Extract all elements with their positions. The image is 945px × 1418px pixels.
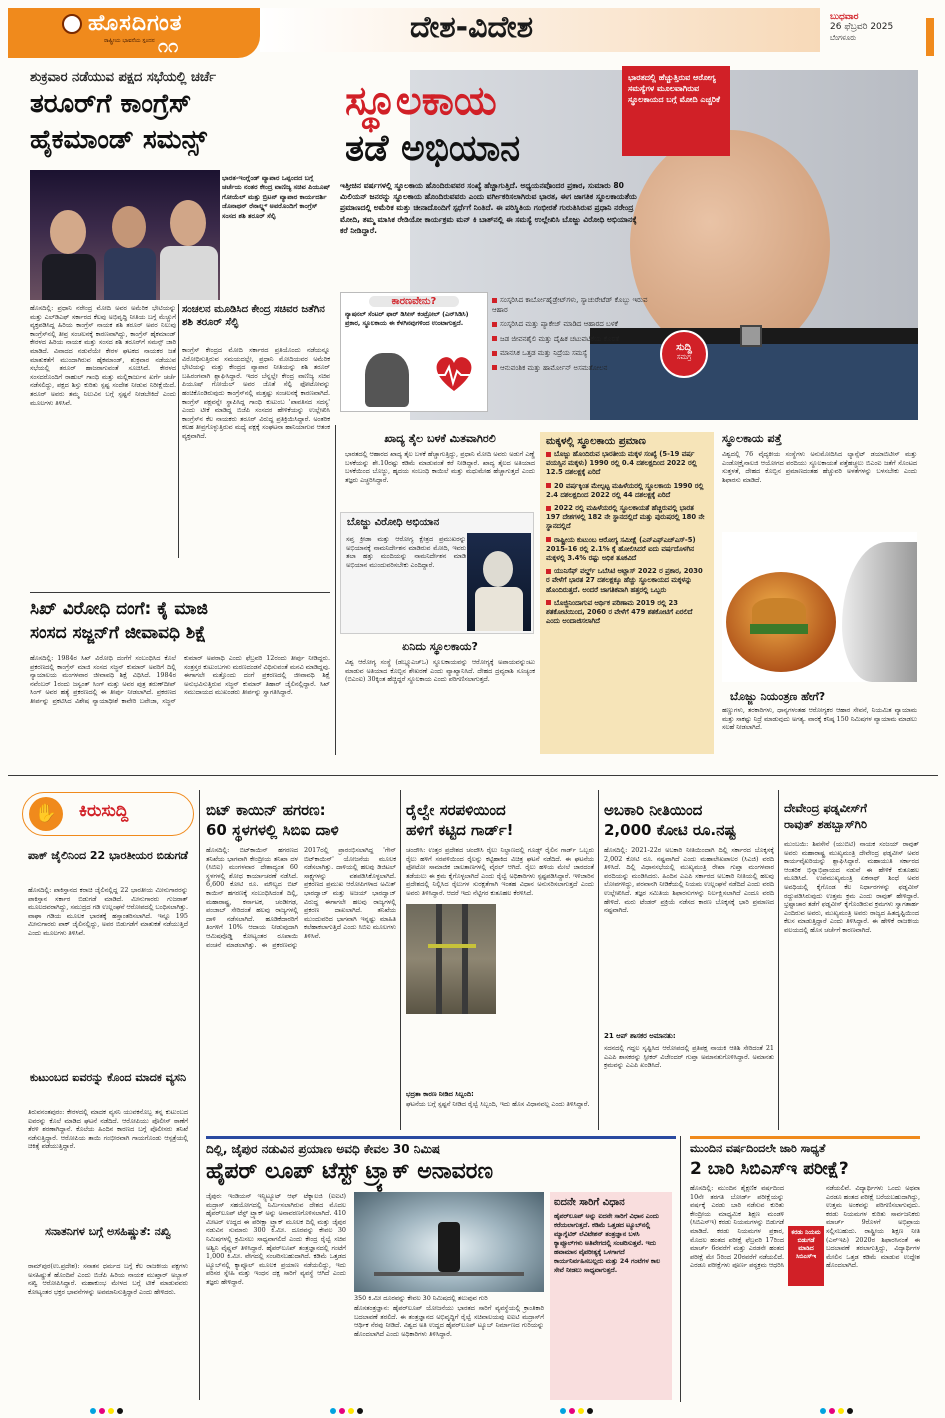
kiru-label: ಕಿರುಸುದ್ದಿ xyxy=(79,801,129,821)
hyperloop-photo xyxy=(354,1192,544,1292)
cause-item: ಜಡ ಜೀವನಶೈಲಿ ಮತ್ತು ದೈಹಿಕ ಚಟುವಟಿಕೆಯ ಕೊರತೆ xyxy=(492,335,657,345)
what-body: ವಿಶ್ವ ಆರೋಗ್ಯ ಸಂಸ್ಥೆ (ಡಬ್ಲ್ಯೂಎಚ್‌ಒ) ಸ್ಥೂಲಕಾಯವನ್ನು ಆರೋಗ್ಯಕ್ಕೆ ಅಪಾಯವನ್ನುಂಟು ಮಾಡುವ ಅತಿಯಾದ ಕೊಬ್ಬಿನ ಶೇಖರಣೆ ಎಂದು ವ್ಯಾಖ್ಯಾನಿಸಿದೆ. ದೇಹದ ದ್ರವ್ಯರಾಶಿ ಸೂಚ್ಯಂಕ (ಬಿಎಂಐ) 30ಕ್ಕಿಂತ ಹೆಚ್ಚಿದ್ದರೆ ಸ್ಥೂಲಕಾಯ ಎಂದು ಪರಿಗಣಿಸಲಾಗುತ್ತದೆ. xyxy=(345,658,535,684)
cause-item: ಸಂಸ್ಕರಿಸಿದ ಕಾರ್ಬೋಹೈಡ್ರೇಟ್‌ಗಳು, ಸ್ಯಾಚುರೇಟೆಡ್ ಕೊಬ್ಬು ಇರುವ ಆಹಾರ xyxy=(492,296,648,314)
tharoor-photo xyxy=(30,170,220,300)
railway-subbody: ಘಟನೆಯ ಬಗ್ಗೆ ಸ್ಪಷ್ಟನೆ ನೀಡಿದ ರೈಲ್ವೆ ಸಿಬ್ಬಂದಿ, ಇದು ಹೊಸ ವಿಧಾನವಲ್ಲ ಎಂದು ತಿಳಿಸಿದ್ದಾರೆ. xyxy=(406,1100,590,1108)
tharoor-headline-2: ಹೈಕಮಾಂಡ್ ಸಮನ್ಸ್ xyxy=(30,125,207,155)
tharoor-headline-1: ತರೂರ್‌ಗೆ ಕಾಂಗ್ರೆಸ್ xyxy=(30,89,192,119)
tharoor-body-left: ಹೊಸದಿಲ್ಲಿ: ಪ್ರಧಾನಿ ನರೇಂದ್ರ ಮೋದಿ ಅವರ ಅಮೆರಿಕ ಭೇಟಿಯನ್ನು ಮತ್ತು ಎಲ್‌ಡಿಎಫ್ ಸರ್ಕಾರದ ಕೆಲವು ಅಭಿವೃದ್ಧಿ ನೀತಿಯ ಬಗ್ಗೆ ಮೆಚ್ಚುಗೆ ವ್ಯಕ್ತಪಡಿಸಿದ್ದ ಹಿರಿಯ ಕಾಂಗ್ರೆಸ್ ನಾಯಕ ಶಶಿ ತರೂರ್ ಅವರ ನಿಲುವು ಕಾಂಗ್ರೆಸ್‌ನಲ್ಲಿ ತೀವ್ರ ಸಂಚಲನಕ್ಕೆ ಕಾರಣವಾಗಿದ್ದು, ಕಾಂಗ್ರೆಸ್ ಹೈಕಮಾಂಡ್ ಕೇರಳದ ಹಿರಿಯ ನಾಯಕ ಮತ್ತು ಸಂಸದ ಶಶಿ ತರೂರ್‌ಗೆ ಸಮನ್ಸ್ ಜಾರಿ ಮಾಡಿದೆ. ವಿವಾದದ ನಡುವೆಯೇ ಕೇರಳ ಘಟಕದ ನಾಯಕರ ಜತೆ ಮಾತುಕತೆಗೆ ಮುಂದಾಗಿರುವ ಹೈಕಮಾಂಡ್, ಶುಕ್ರವಾರ ನಡೆಯುವ ಸಭೆಯಲ್ಲಿ ತರೂರ್ ಹಾಜರಾಗುವಂತೆ ಸೂಚಿಸಿದೆ. ಕೇರಳದ ಸಂಸದರೊಂದಿಗೆ ರಾಹುಲ್ ಗಾಂಧಿ ಮತ್ತು ಮಲ್ಲಿಕಾರ್ಜುನ ಖರ್ಗೆ ಚರ್ಚೆ ನಡೆಸಲಿದ್ದು, ಪಕ್ಷದ ಶಿಸ್ತು ಕುರಿತು ಸ್ಪಷ್ಟ ಸಂದೇಶ ನೀಡುವ ನಿರೀಕ್ಷೆಯಿದೆ. ತರೂರ್ ಅವರು ತಮ್ಮ ನಿಲುವಿನ ಬಗ್ಗೆ ಸ್ಪಷ್ಟನೆ ನೀಡಬೇಕಿದೆ ಎಂದು ಮೂಲಗಳು ತಿಳಿಸಿವೆ. xyxy=(30,304,176,407)
kiru-item-body: ತಿರುವನಂತಪುರಂ: ಕೇರಳದಲ್ಲಿ ಮಾದಕ ವ್ಯಸನಿ ಯುವಕನೊಬ್ಬ ತನ್ನ ಕುಟುಂಬದ ಐವರನ್ನು ಕೊಲೆ ಮಾಡಿದ ಘಟನೆ ನಡೆದಿದೆ. ಆರೋಪಿಯು ಪೊಲೀಸ್ ಠಾಣೆಗೆ ತೆರಳಿ ಶರಣಾಗಿದ್ದಾನೆ. ಕೊಲೆಯ ಹಿಂದಿನ ಕಾರಣದ ಬಗ್ಗೆ ಪೊಲೀಸರು ತನಿಖೆ ನಡೆಸುತ್ತಿದ್ದಾರೆ. ಆರೋಪಿಯ ತಾಯಿ ಗಂಭೀರವಾಗಿ ಗಾಯಗೊಂಡು ಆಸ್ಪತ್ರೆಯಲ್ಲಿ ಚಿಕಿತ್ಸೆ ಪಡೆಯುತ್ತಿದ್ದಾರೆ. xyxy=(28,1108,188,1151)
hyperloop-box-title: ಐದನೇ ಸಾರಿಗೆ ವಿಧಾನ xyxy=(554,1197,625,1208)
cause-item: ಮಾನಸಿಕ ಒತ್ತಡ ಮತ್ತು ನಿದ್ರೆಯ ಸಮಸ್ಯೆ xyxy=(492,349,657,359)
causes-list xyxy=(492,296,657,373)
logo-emblem-icon xyxy=(62,14,82,34)
kiru-item-title: ಸನಾತನಿಗಳ ಬಗ್ಗೆ ಅಸಹಿಷ್ಣುತೆ: ನಖ್ವಿ xyxy=(45,1225,171,1238)
section-banner xyxy=(260,8,820,52)
cause-item: ಸಂಸ್ಕರಿಸಿದ ಮತ್ತು ಪ್ಯಾಕೇಜ್ ಮಾಡಿದ ಆಹಾರದ ಬಳಕೆ xyxy=(492,320,657,330)
sikh-body: ಹೊಸದಿಲ್ಲಿ: 1984ರ ಸಿಖ್ ವಿರೋಧಿ ದಂಗೆಗೆ ಸಂಬಂಧಿಸಿದ ಕೊಲೆ ಪ್ರಕರಣದಲ್ಲಿ ಕಾಂಗ್ರೆಸ್ ಮಾಜಿ ಸಂಸದ ಸಜ್ಜನ್ ಕುಮಾರ್ ಅವರಿಗೆ ದಿಲ್ಲಿ ನ್ಯಾಯಾಲಯ ಮಂಗಳವಾರ ಜೀವಾವಧಿ ಶಿಕ್ಷೆ ವಿಧಿಸಿದೆ. 1984ರ ನವೆಂಬರ್ 1ರಂದು ಜಸ್ವಂತ್ ಸಿಂಗ್ ಮತ್ತು ಅವರ ಪುತ್ರ ತರುಣ್‌ದೀಪ್ ಸಿಂಗ್ ಅವರ ಹತ್ಯೆ ಪ್ರಕರಣದಲ್ಲಿ ಈ ತೀರ್ಪು ನೀಡಲಾಗಿದೆ. ಪ್ರಕರಣದ ತೀರ್ಪನ್ನು ಪ್ರಕಟಿಸಿದ ವಿಶೇಷ ನ್ಯಾಯಾಧೀಶೆ ಕಾವೇರಿ ಬವೇಜಾ, ಸಜ್ಜನ್ ಕುಮಾರ್ ಅಪರಾಧಿ ಎಂದು ಫೆಬ್ರವರಿ 12ರಂದು ತೀರ್ಪು ನೀಡಿದ್ದರು. ಸಂತ್ರಸ್ತರ ಕುಟುಂಬಗಳು ಮರಣದಂಡನೆ ವಿಧಿಸುವಂತೆ ಮನವಿ ಮಾಡಿದ್ದವು. ಈಗಾಗಲೇ ಮತ್ತೊಂದು ದಂಗೆ ಪ್ರಕರಣದಲ್ಲಿ ಜೀವಾವಧಿ ಶಿಕ್ಷೆ ಅನುಭವಿಸುತ್ತಿರುವ ಸಜ್ಜನ್ ಕುಮಾರ್ ತಿಹಾರ್ ಜೈಲಿನಲ್ಲಿದ್ದಾರೆ. ಸಿಖ್ ಸಮುದಾಯದ ಮುಖಂಡರು ತೀರ್ಪನ್ನು ಸ್ವಾಗತಿಸಿದ್ದಾರೆ. xyxy=(30,654,330,705)
kiru-item-body: ರಾಮ್‌ಪುರ(ಉ.ಪ್ರದೇಶ): ಸನಾತನ ಧರ್ಮದ ಬಗ್ಗೆ ಕೆಲ ರಾಜಕೀಯ ಪಕ್ಷಗಳು ಅಸಹಿಷ್ಣುತೆ ಹೊಂದಿವೆ ಎಂದು ಬಿಜೆಪಿ ಹಿರಿಯ ನಾಯಕ ಮುಖ್ತಾರ್ ಅಬ್ಬಾಸ್ ನಖ್ವಿ ಆರೋಪಿಸಿದ್ದಾರೆ. ಮಹಾಕುಂಭ ಮೇಳದ ಬಗ್ಗೆ ಟೀಕೆ ಮಾಡುವವರು ಕೋಟ್ಯಂತರ ಭಕ್ತರ ಭಾವನೆಗಳನ್ನು ಅವಮಾನಿಸುತ್ತಿದ್ದಾರೆ ಎಂದು ಹೇಳಿದರು. xyxy=(28,1262,188,1296)
bitcoin-headline-1: ಬಿಟ್ ಕಾಯಿನ್ ಹಗರಣ: xyxy=(206,801,326,819)
date-label: 26 ಫೆಬ್ರವರಿ 2025 xyxy=(830,22,894,32)
hyperloop-body-left: ಜೈಪುರ: ಇಂಡಿಯನ್ ಇನ್ಸ್ಟಿಟ್ಯೂಟ್ ಆಫ್ ಟೆಕ್ನಾಲಜಿ (ಐಐಟಿ) ಮದ್ರಾಸ್ ಸಹಯೋಗದಲ್ಲಿ ನಿರ್ಮಿಸಲಾಗಿರುವ ದೇಶದ ಮೊದಲ ಹೈಪರ್‌ಲೂಪ್ ಟೆಸ್ಟ್ ಟ್ರ್ಯಾಕ್ ಅನ್ನು ಅನಾವರಣಗೊಳಿಸಲಾಗಿದೆ. 410 ಮೀಟರ್ ಉದ್ದದ ಈ ಪರೀಕ್ಷಾ ಟ್ರ್ಯಾಕ್ ಮೂಲಕ ದಿಲ್ಲಿ ಮತ್ತು ಜೈಪುರ ನಡುವಿನ ಸುಮಾರು 300 ಕಿ.ಮೀ. ದೂರವನ್ನು ಕೇವಲ 30 ನಿಮಿಷಗಳಲ್ಲಿ ಕ್ರಮಿಸಲು ಸಾಧ್ಯವಾಗಲಿದೆ ಎಂದು ಕೇಂದ್ರ ರೈಲ್ವೆ ಸಚಿವ ಅಶ್ವಿನಿ ವೈಷ್ಣವ್ ತಿಳಿಸಿದ್ದಾರೆ. ಹೈಪರ್‌ಲೂಪ್ ತಂತ್ರಜ್ಞಾನದಲ್ಲಿ ಗಂಟೆಗೆ 1,000 ಕಿ.ಮೀ. ವೇಗದಲ್ಲಿ ಸಂಚರಿಸಬಹುದಾಗಿದೆ. ಕಡಿಮೆ ಒತ್ತಡದ ಟ್ಯೂಬ್‌ನಲ್ಲಿ ಕ್ಯಾಪ್ಸೂಲ್ ಮೂಲಕ ಪ್ರಯಾಣ ನಡೆಯಲಿದ್ದು, ಇದು ಪರಿಸರ ಸ್ನೇಹಿ ಮತ್ತು ಇಂಧನ ದಕ್ಷ ಸಾರಿಗೆ ವ್ಯವಸ್ಥೆ ಆಗಿದೆ ಎಂದು ತಜ್ಞರು ಹೇಳಿದ್ದಾರೆ. xyxy=(206,1192,346,1286)
child-stat-item: ಯುನಿಸೆಫ್ ವರ್ಲ್ಡ್ ಒಬೆಸಿಟಿ ಅಟ್ಲಾಸ್ 2022 ರ ಪ್ರಕಾರ, 2030 ರ ವೇಳೆಗೆ ಭಾರತ 27 ದಶಲಕ್ಷಕ್ಕೂ ಹೆಚ್ಚು ಸ್ಥೂಲಕಾಯದ ಮಕ್ಕಳನ್ನು ಹೊಂದಿರುತ್ತದೆ. ಅಂದರೆ ಜಾಗತಿಕವಾಗಿ ಹತ್ತರಲ್ಲಿ ಒಬ್ಬರು xyxy=(546,567,703,594)
masthead-date-block xyxy=(830,12,938,54)
hyperloop-body-mid: ಹೊಸತಂತ್ರಜ್ಞಾನ: ಹೈಪರ್‌ಲೂಪ್ ಯೋಜನೆಯು ಭಾರತದ ಸಾರಿಗೆ ವ್ಯವಸ್ಥೆಯಲ್ಲಿ ಕ್ರಾಂತಿಕಾರಿ ಬದಲಾವಣೆ ತರಲಿದೆ. ಈ ತಂತ್ರಜ್ಞಾನದ ಅಭಿವೃದ್ಧಿಗೆ ರೈಲ್ವೆ ಸಚಿವಾಲಯವು ಐಐಟಿ ಮದ್ರಾಸ್‌ಗೆ ಆರ್ಥಿಕ ನೆರವು ನೀಡಿದೆ. ವಿಶ್ವದ ಅತಿ ಉದ್ದದ ಹೈಪರ್‌ಲೂಪ್ ಟ್ಯೂಬ್ ನಿರ್ಮಾಣದ ಗುರಿಯನ್ನು ಹೊಂದಲಾಗಿದೆ ಎಂದು ಅಧಿಕಾರಿಗಳು ತಿಳಿಸಿದ್ದಾರೆ. xyxy=(354,1304,544,1338)
tharoor-body-right: ಕಾಂಗ್ರೆಸ್ ಕೇಂದ್ರದ ಮೋದಿ ಸರ್ಕಾರದ ಪ್ರತಿಯೊಂದು ನಡೆಯನ್ನೂ ವಿರೋಧಿಸುತ್ತಿರುವ ಸಮಯದಲ್ಲೇ, ಪ್ರಧಾನಿ ಮೋದಿಯವರ ಅಮೆರಿಕ ಭೇಟಿಯನ್ನು ಮತ್ತು ಕೇಂದ್ರದ ವ್ಯಾಪಾರ ನೀತಿಯನ್ನು ಶಶಿ ತರೂರ್ ಬಹಿರಂಗವಾಗಿ ಶ್ಲಾಘಿಸಿದ್ದಾರೆ. ಇದರ ಬೆನ್ನಲ್ಲೇ ಕೇಂದ್ರ ವಾಣಿಜ್ಯ ಸಚಿವ ಪಿಯೂಷ್ ಗೋಯೆಲ್ ಅವರ ಜೊತೆ ಸೆಲ್ಫಿ ಫೋಟೋವನ್ನು ಹಂಚಿಕೊಂಡಿರುವುದು ಕಾಂಗ್ರೆಸ್‌ನಲ್ಲಿ ಮತ್ತಷ್ಟು ಸಂಚಲನಕ್ಕೆ ಕಾರಣವಾಗಿದೆ. ಕಾಂಗ್ರೆಸ್ ಪಕ್ಷವನ್ನೇ ಸ್ಥಾಪಿಸಿದ್ದ ಗಾಂಧಿ ಕುಟುಂಬ 'ಪಾವತಿಸದ ಸದಸ್ಯ' ಎಂದು ಟೀಕೆ ಮಾಡಿದ್ದ ಬಿಜೆಪಿ ಸಂಸದರ ಹೇಳಿಕೆಯನ್ನು ಉಲ್ಲೇಖಿಸಿ ಕಾಂಗ್ರೆಸ್‌ನ ಕೆಲ ನಾಯಕರು ತರೂರ್ ವಿರುದ್ಧ ಪ್ರತಿಕ್ರಿಯಿಸಿದ್ದಾರೆ. ಅಂತರಿಕ ಕಲಹ ತೀವ್ರಗೊಳ್ಳುತ್ತಿರುವ ಮಧ್ಯೆ ಪಕ್ಷಕ್ಕೆ ಸಂಘಟನಾ ಹಾನಿಯಾಗುವ ಆತಂಕ ವ್ಯಕ್ತವಾಗಿದೆ. xyxy=(182,346,330,440)
paper-tagline: ರಾಷ್ಟ್ರೀಯ ಭಾವನೆಯ ಸ್ಪಂದನ xyxy=(104,38,155,44)
day-label: ಬುಧವಾರ xyxy=(830,12,859,22)
hyperloop-bar xyxy=(206,1136,676,1139)
modi-photo xyxy=(467,533,531,631)
page-number: ೧೧ xyxy=(158,36,179,57)
child-stat-item: 20 ವರ್ಷಕ್ಕಿಂತ ಮೇಲ್ಪಟ್ಟ ಮಹಿಳೆಯರಲ್ಲಿ ಸ್ಥೂಲಕಾಯ 1990 ರಲ್ಲಿ 2.4 ದಶಲಕ್ಷದಿಂದ 2022 ರಲ್ಲಿ 44 ದಶಲಕ್ಷಕ್ಕೆ ಏರಿದೆ xyxy=(546,481,704,499)
kiru-item-body: ಹೊಸದಿಲ್ಲಿ: ಪಾಕಿಸ್ತಾನದ ಕರಾಚಿ ಜೈಲಿನಲ್ಲಿದ್ದ 22 ಭಾರತೀಯ ಮೀನುಗಾರರನ್ನು ಪಾಕಿಸ್ತಾನ ಸರ್ಕಾರ ಬಿಡುಗಡೆ ಮಾಡಿದೆ. ಮೀನುಗಾರರು ಗುಜರಾತ್ ಮೂಲದವರಾಗಿದ್ದು, ಸಮುದ್ರದ ಗಡಿ ಉಲ್ಲಂಘನೆ ಆರೋಪದಲ್ಲಿ ಬಂಧಿಸಲಾಗಿತ್ತು. ವಾಘಾ ಗಡಿಯ ಮೂಲಕ ಭಾರತಕ್ಕೆ ಹಸ್ತಾಂತರಿಸಲಾಗಿದೆ. ಇನ್ನೂ 195 ಮೀನುಗಾರರು ಪಾಕ್ ಜೈಲಿನಲ್ಲಿದ್ದು, ಅವರ ಬಿಡುಗಡೆಗೆ ಮಾತುಕತೆ ನಡೆಯುತ್ತಿದೆ ಎಂದು ಮೂಲಗಳು ತಿಳಿಸಿವೆ. xyxy=(28,886,188,937)
obesity-red-box-text: ಭಾರತದಲ್ಲಿ ಹೆಚ್ಚುತ್ತಿರುವ ಆರೋಗ್ಯ ಸಮಸ್ಯೆಗಳ ಮೂಲವಾಗಿರುವ ಸ್ಥೂಲಕಾಯದ ಬಗ್ಗೆ ಮೋದಿ ಎಚ್ಚರಿಕೆ xyxy=(628,73,720,104)
fadnavis-headline-1: ದೇವೇಂದ್ರ ಫಡ್ನವೀಸ್‌ಗೆ xyxy=(784,801,867,815)
liquor-body: ಹೊಸದಿಲ್ಲಿ: 2021-22ರ ಅಬಕಾರಿ ನೀತಿಯಿಂದಾಗಿ ದಿಲ್ಲಿ ಸರ್ಕಾರದ ಬೊಕ್ಕಸಕ್ಕೆ 2,002 ಕೋಟಿ ರೂ. ನಷ್ಟವಾಗಿದೆ ಎಂದು ಮಹಾಲೇಖಪಾಲರ (ಸಿಎಜಿ) ವರದಿ ತಿಳಿಸಿದೆ. ದಿಲ್ಲಿ ವಿಧಾನಸಭೆಯಲ್ಲಿ ಮುಖ್ಯಮಂತ್ರಿ ರೇಖಾ ಗುಪ್ತಾ ಮಂಗಳವಾರ ವರದಿಯನ್ನು ಮಂಡಿಸಿದರು. ಹಿಂದಿನ ಎಎಪಿ ಸರ್ಕಾರದ ಅಬಕಾರಿ ನೀತಿಯಲ್ಲಿ ಹಲವು ಲೋಪಗಳಿದ್ದು, ಪರವಾನಗಿ ನೀಡಿಕೆಯಲ್ಲಿ ನಿಯಮ ಉಲ್ಲಂಘನೆ ನಡೆದಿದೆ ಎಂದು ವರದಿ ಉಲ್ಲೇಖಿಸಿದೆ. ತಜ್ಞರ ಸಮಿತಿಯ ಶಿಫಾರಸುಗಳನ್ನು ನಿರ್ಲಕ್ಷಿಸಲಾಗಿದೆ ಎಂದೂ ವರದಿ ಹೇಳಿದೆ. ಮರು ಟೆಂಡರ್ ಪ್ರಕ್ರಿಯೆ ನಡೆಸದ ಕಾರಣ ಬೊಕ್ಕಸಕ್ಕೆ ಭಾರಿ ಪ್ರಮಾಣದ ನಷ್ಟವಾಗಿದೆ. xyxy=(604,846,774,915)
liquor-subbody: ಸದನದಲ್ಲಿ ಗದ್ದಲ ಸೃಷ್ಟಿಸಿದ ಆರೋಪದಲ್ಲಿ ಪ್ರತಿಪಕ್ಷ ನಾಯಕಿ ಆತಿಶಿ ಸೇರಿದಂತೆ 21 ಎಎಪಿ ಶಾಸಕರನ್ನು ಸ್ಪೀಕರ್ ವಿಜೇಂದರ್ ಗುಪ್ತಾ ಅಮಾನತುಗೊಳಿಸಿದ್ದಾರೆ. ಅಮಾನತು ಕ್ರಮವನ್ನು ಎಎಪಿ ಖಂಡಿಸಿದೆ. xyxy=(604,1044,774,1070)
obesity-headline-1: ಸ್ಥೂಲಕಾಯ xyxy=(345,78,497,124)
hyperloop-side-box xyxy=(550,1192,672,1400)
child-stat-item: ಬೊಜ್ಜಿನಿಂದಾಗುವ ಆರ್ಥಿಕ ಪರಿಣಾಮ 2019 ರಲ್ಲಿ 23 ಶತಕೋಟಿಯಿಂದ, 2060 ರ ವೇಳೆಗೆ 479 ಶತಕೋಟಿಗೆ ಏರಲಿದೆ ಎಂದು ಅಂದಾಜಿಸಲಾಗಿದೆ xyxy=(546,598,693,626)
hyperloop-box-body: ಹೈಪರ್‌ಲೂಪ್ ಅನ್ನು ಐದನೇ ಸಾರಿಗೆ ವಿಧಾನ ಎಂದು ಕರೆಯಲಾಗುತ್ತದೆ. ಕಡಿಮೆ ಒತ್ತಡದ ಟ್ಯೂಬ್‌ನಲ್ಲಿ ಮ್ಯಾಗ್ನೆಟಿಕ್ ಲೆವಿಟೇಶನ್ ತಂತ್ರಜ್ಞಾನ ಬಳಸಿ ಕ್ಯಾಪ್ಸೂಲ್‌ಗಳು ಅತಿವೇಗದಲ್ಲಿ ಸಂಚರಿಸುತ್ತವೆ. ಇದು ಹವಾಮಾನ ವೈಪರೀತ್ಯಕ್ಕೆ ಒಳಗಾಗದೆ ಕಾರ್ಯನಿರ್ವಹಿಸಬಲ್ಲದು ಮತ್ತು 24 ಗಂಟೆಗಳ ಕಾಲ ಸೇವೆ ನೀಡಲು ಸಾಧ್ಯವಾಗುತ್ತದೆ. xyxy=(554,1212,661,1274)
kiru-item-title: ಪಾಕ್ ಜೈಲಿನಿಂದ 22 ಭಾರತೀಯರ ಬಿಡುಗಡೆ xyxy=(28,849,188,862)
registration-marks xyxy=(330,1408,363,1414)
child-stats-title: ಮಕ್ಕಳಲ್ಲಿ ಸ್ಥೂಲಕಾಯ ಪ್ರಮಾಣ xyxy=(546,436,646,447)
what-title: ಏನಿದು ಸ್ಥೂಲಕಾಯ? xyxy=(402,640,478,653)
campaign-box xyxy=(340,512,534,634)
hyperloop-photo-caption: 350 ಕಿ.ಮೀ ದೂರವನ್ನು ಕೇವಲ 30 ನಿಮಿಷದಲ್ಲಿ ತಲುಪುವ ಗುರಿ xyxy=(354,1294,488,1302)
railway-headline-2: ಹಳಿಗೆ ಕಟ್ಟಿದ ಗಾರ್ಡ್! xyxy=(406,821,514,839)
registration-marks xyxy=(560,1408,593,1414)
cbse-headline: 2 ಬಾರಿ ಸಿಬಿಎಸ್‌ಇ ಪರೀಕ್ಷೆ? xyxy=(690,1159,849,1179)
masthead-edge-bar xyxy=(926,18,934,56)
detect-title: ಸ್ಥೂಲಕಾಯ ಪತ್ತೆ xyxy=(722,432,782,445)
cbse-bar xyxy=(690,1136,920,1139)
child-stat-item: 2022 ರಲ್ಲಿ ಮಹಿಳೆಯರಲ್ಲಿ ಸ್ಥೂಲಕಾಯತೆ ಹೆಚ್ಚಿರುವಲ್ಲಿ ಭಾರತ 197 ದೇಶಗಳಲ್ಲಿ 182 ನೇ ಸ್ಥಾನದಲ್ಲಿದೆ ಮತ್ತು ಪುರುಷರಲ್ಲಿ 180 ನೇ ಸ್ಥಾನದಲ್ಲಿದೆ xyxy=(546,504,705,531)
masthead-logo-block xyxy=(8,8,260,58)
liquor-headline-2: 2,000 ಕೋಟಿ ರೂ.ನಷ್ಟ xyxy=(604,821,736,839)
fat-body: ಭಾರತದಲ್ಲಿ ಆಹಾರದ ಖಾದ್ಯ ತೈಲ ಬಳಕೆ ಹೆಚ್ಚಾಗುತ್ತಿದ್ದು, ಪ್ರಧಾನಿ ಮೋದಿ ಅವರು ಅಡುಗೆ ಎಣ್ಣೆ ಬಳಕೆಯನ್ನು ಶೇ.10ರಷ್ಟು ಕಡಿಮೆ ಮಾಡುವಂತೆ ಕರೆ ನೀಡಿದ್ದಾರೆ. ಖಾದ್ಯ ತೈಲದ ಅತಿಯಾದ ಬಳಕೆಯಿಂದ ಬೊಜ್ಜು, ಹೃದಯ ಸಂಬಂಧಿ ಕಾಯಿಲೆ ಮತ್ತು ಮಧುಮೇಹ ಹೆಚ್ಚಾಗುತ್ತದೆ ಎಂದು ತಜ್ಞರು ಎಚ್ಚರಿಸಿದ್ದಾರೆ. xyxy=(345,450,535,484)
hand-icon: ✋ xyxy=(29,797,63,831)
cbse-body: ಹೊಸದಿಲ್ಲಿ: ಮುಂದಿನ ಶೈಕ್ಷಣಿಕ ವರ್ಷದಿಂದ 10ನೇ ತರಗತಿ ಬೋರ್ಡ್ ಪರೀಕ್ಷೆಯನ್ನು ವರ್ಷಕ್ಕೆ ಎರಡು ಬಾರಿ ನಡೆಸುವ ಕುರಿತು ಕೇಂದ್ರೀಯ ಮಾಧ್ಯಮಿಕ ಶಿಕ್ಷಣ ಮಂಡಳಿ (ಸಿಬಿಎಸ್‌ಇ) ಕರಡು ನಿಯಮಗಳನ್ನು ಬಿಡುಗಡೆ ಮಾಡಿದೆ. ಕರಡು ನಿಯಮಗಳ ಪ್ರಕಾರ, ಮೊದಲ ಹಂತದ ಪರೀಕ್ಷೆ ಫೆಬ್ರವರಿ 17ರಿಂದ ಮಾರ್ಚ್ 6ರವರೆಗೆ ಮತ್ತು ಎರಡನೇ ಹಂತದ ಪರೀಕ್ಷೆ ಮೇ 5ರಿಂದ 20ರವರೆಗೆ ನಡೆಯಲಿದೆ. ಎರಡೂ ಪರೀಕ್ಷೆಗಳು ಪೂರ್ಣ ಪಠ್ಯಕ್ರಮ ಆಧರಿಸಿ ನಡೆಯಲಿವೆ. ವಿದ್ಯಾರ್ಥಿಗಳು ಒಂದು ಅಥವಾ ಎರಡೂ ಹಂತದ ಪರೀಕ್ಷೆ ಬರೆಯಬಹುದಾಗಿದ್ದು, ಉತ್ತಮ ಅಂಕವನ್ನು ಪರಿಗಣಿಸಲಾಗುವುದು. ಕರಡು ನಿಯಮಗಳ ಕುರಿತು ಸಾರ್ವಜನಿಕರು ಮಾರ್ಚ್ 9ರೊಳಗೆ ಅಭಿಪ್ರಾಯ ಸಲ್ಲಿಸಬಹುದು. ರಾಷ್ಟ್ರೀಯ ಶಿಕ್ಷಣ ನೀತಿ (ಎನ್‌ಇಪಿ) 2020ರ ಶಿಫಾರಸಿನಂತೆ ಈ ಬದಲಾವಣೆ ತರಲಾಗುತ್ತಿದ್ದು, ವಿದ್ಯಾರ್ಥಿಗಳ ಮೇಲಿನ ಒತ್ತಡ ಕಡಿಮೆ ಮಾಡುವ ಉದ್ದೇಶ ಹೊಂದಲಾಗಿದೆ. xyxy=(690,1184,920,1270)
railway-subhead: ಭದ್ರತಾ ಕಾರಣ ನೀಡಿದ ಸಿಬ್ಬಂದಿ: xyxy=(406,1090,474,1098)
body-silhouette-icon xyxy=(365,353,409,407)
city-label: ಬೆಂಗಳೂರು xyxy=(830,34,857,42)
control-title: ಬೊಜ್ಜು ನಿಯಂತ್ರಣ ಹೇಗೆ? xyxy=(730,690,826,703)
hyperloop-kicker: ದಿಲ್ಲಿ, ಜೈಪುರ ನಡುವಿನ ಪ್ರಯಾಣ ಅವಧಿ ಕೇವಲ 30 ನಿಮಿಷ xyxy=(206,1142,441,1156)
kiru-item-title: ಕುಟುಂಬದ ಐವರನ್ನು ಕೊಂದ ಮಾದಕ ವ್ಯಸನಿ xyxy=(29,1071,187,1084)
detect-body: ವಿಶ್ವದಲ್ಲಿ 76 ವೈದ್ಯಕೀಯ ಸಂಸ್ಥೆಗಳು ಅನುಮೋದಿಸಿದ ಲ್ಯಾನ್ಸೆಟ್ ಡಯಾಬಿಟೀಸ್ ಮತ್ತು ಎಂಡೋಕ್ರೈನಾಲಜಿ ಆಯೋಗದ ವರದಿಯು ಸ್ಥೂಲಕಾಯತೆ ಪತ್ತೆಹಚ್ಚಲು ಬಿಎಂಐ ಜತೆಗೆ ಸೊಂಟದ ಸುತ್ತಳತೆ, ದೇಹದ ಕೊಬ್ಬಿನ ಪ್ರಮಾಣದಂತಹ ಹೆಚ್ಚುವರಿ ಅಳತೆಗಳನ್ನು ಬಳಸಬೇಕು ಎಂದು ಶಿಫಾರಸು ಮಾಡಿದೆ. xyxy=(722,450,917,484)
liquor-subhead: 21 ಆಪ್ ಶಾಸಕರ ಅಮಾನತು: xyxy=(604,1032,676,1040)
campaign-body: ಸಪ್ತ ಕ್ರೀಡಾ ಮತ್ತು ಆರೋಗ್ಯ ಕ್ಷೇತ್ರದ ಪ್ರಮುಖರನ್ನು ಅಭಿಯಾನಕ್ಕೆ ನಾಮನಿರ್ದೇಶನ ಮಾಡಿರುವ ಮೋದಿ, ಇವರು ತಲಾ ಹತ್ತು ಮಂದಿಯನ್ನು ನಾಮನಿರ್ದೇಶನ ಮಾಡಿ ಅಭಿಯಾನ ಮುಂದುವರಿಸಬೇಕು ಎಂದಿದ್ದಾರೆ. xyxy=(346,535,466,569)
sikh-headline-2: ಸಂಸದ ಸಜ್ಜನ್‌ಗೆ ಜೀವಾವಧಿ ಶಿಕ್ಷೆ xyxy=(30,623,207,643)
fadnavis-body: ಮುಂಬಯಿ: ಶಿವಸೇನೆ (ಯುಬಿಟಿ) ನಾಯಕ ಸಂಜಯ್ ರಾವುತ್ ಅವರು ಮಹಾರಾಷ್ಟ್ರ ಮುಖ್ಯಮಂತ್ರಿ ದೇವೇಂದ್ರ ಫಡ್ನವೀಸ್ ಅವರ ಕಾರ್ಯವೈಖರಿಯನ್ನು ಶ್ಲಾಘಿಸಿದ್ದಾರೆ. ಮಹಾಯುತಿ ಸರ್ಕಾರದ ಆಂತರಿಕ ಭಿನ್ನಾಭಿಪ್ರಾಯದ ನಡುವೆ ಈ ಹೇಳಿಕೆ ಕುತೂಹಲ ಮೂಡಿಸಿದೆ. ಉಪಮುಖ್ಯಮಂತ್ರಿ ಏಕನಾಥ್ ಶಿಂಧೆ ಅವರ ಅವಧಿಯಲ್ಲಿ ಕೈಗೊಂಡ ಕೆಲ ನಿರ್ಧಾರಗಳನ್ನು ಫಡ್ನವೀಸ್ ರದ್ದುಪಡಿಸಿರುವುದು ಉತ್ತಮ ಕ್ರಮ ಎಂದು ರಾವುತ್ ಹೇಳಿದ್ದಾರೆ. ಭ್ರಷ್ಟಾಚಾರ ತಡೆಗೆ ಫಡ್ನವೀಸ್ ಕೈಗೊಂಡಿರುವ ಕ್ರಮಗಳು ಸ್ವಾಗತಾರ್ಹ ಎಂದಿರುವ ಅವರು, ಮುಖ್ಯಮಂತ್ರಿ ಅವರು ರಾಜ್ಯದ ಹಿತದೃಷ್ಟಿಯಿಂದ ಕೆಲಸ ಮಾಡುತ್ತಿದ್ದಾರೆ ಎಂದು ತಿಳಿಸಿದ್ದಾರೆ. ಈ ಹೇಳಿಕೆ ರಾಜಕೀಯ ವಲಯದಲ್ಲಿ ಹೊಸ ಚರ್ಚೆಗೆ ಕಾರಣವಾಗಿದೆ. xyxy=(784,840,919,934)
junkfood-photo xyxy=(722,532,917,682)
cbse-kicker: ಮುಂದಿನ ವರ್ಷದಿಂದಲೇ ಜಾರಿ ಸಾಧ್ಯತೆ xyxy=(690,1142,826,1155)
liquor-headline-1: ಅಬಕಾರಿ ನೀತಿಯಿಂದ xyxy=(604,801,703,819)
child-stats-box xyxy=(540,432,714,754)
obesity-red-box xyxy=(622,66,730,156)
tharoor-subheadline: ಸಂಚಲನ ಮೂಡಿಸಿದ ಕೇಂದ್ರ ಸಚಿವರ ಜತೆಗಿನ ಶಶಿ ತರೂರ್ ಸೆಲ್ಫಿ xyxy=(182,304,325,328)
cbse-badge: ಕರಡು ನಿಯಮ ಬಿಡುಗಡೆ ಮಾಡಿದ ಸಿಬಿಎಸ್‌ಇ xyxy=(788,1226,824,1286)
railway-body: ಚಂದೌಸಿ: ಉತ್ತರ ಪ್ರದೇಶದ ಚಂದೌಸಿ ರೈಲು ನಿಲ್ದಾಣದಲ್ಲಿ ಗೂಡ್ಸ್ ರೈಲಿನ ಗಾರ್ಡ್ ಒಬ್ಬರು ರೈಲು ಹಳಿಗೆ ಸರಪಳಿಯಿಂದ ರೈಲನ್ನು ಕಟ್ಟಿಹಾಕಿದ ವಿಚಿತ್ರ ಘಟನೆ ನಡೆದಿದೆ. ಈ ಘಟನೆಯ ಫೋಟೋ ಸಾಮಾಜಿಕ ಜಾಲತಾಣಗಳಲ್ಲಿ ವೈರಲ್ ಆಗಿದೆ. ರೈಲು ಹಳಿಯ ಮೇಲೆ ಜಾರದಂತೆ ತಡೆಯಲು ಈ ಕ್ರಮ ಕೈಗೊಳ್ಳಲಾಗಿದೆ ಎಂದು ರೈಲ್ವೆ ಅಧಿಕಾರಿಗಳು ಸ್ಪಷ್ಟಪಡಿಸಿದ್ದಾರೆ. ಇಳಿಜಾರಿನ ಪ್ರದೇಶದಲ್ಲಿ ನಿಲ್ಲಿಸಿದ ರೈಲುಗಳ ಸುರಕ್ಷತೆಗಾಗಿ ಇಂತಹ ವಿಧಾನ ಅನುಸರಿಸಲಾಗುತ್ತದೆ ಎಂದು ಅವರು ತಿಳಿಸಿದ್ದಾರೆ. ಆದರೆ ಇದು ನೆಟ್ಟಿಗರ ಕುತೂಹಲ ಕೆರಳಿಸಿದೆ. xyxy=(406,846,594,897)
tharoor-kicker: ಶುಕ್ರವಾರ ನಡೆಯುವ ಪಕ್ಷದ ಸಭೆಯಲ್ಲಿ ಚರ್ಚೆ xyxy=(30,70,217,85)
causes-box xyxy=(340,292,488,412)
sikh-headline-1: ಸಿಖ್ ವಿರೋಧಿ ದಂಗೆ: ಕೈ ಮಾಜಿ xyxy=(30,599,208,619)
fadnavis-headline-2: ರಾವುತ್ ಶಹಬ್ಬಾಸ್‌ಗಿರಿ xyxy=(784,817,868,831)
child-stat-item: ಬೊಜ್ಜು ಹೊಂದಿರುವ ಭಾರತೀಯ ಮಕ್ಕಳ ಸಂಖ್ಯೆ (5-19 ವರ್ಷ ವಯಸ್ಸಿನ ಮಕ್ಕಳು) 1990 ರಲ್ಲಿ 0.4 ದಶಲಕ್ಷದಿಂದ 2022 ರಲ್ಲಿ 12.5 ದಶಲಕ್ಷಕ್ಕೆ ಏರಿದೆ xyxy=(546,450,697,477)
heart-icon xyxy=(431,349,477,395)
bitcoin-headline-2: 60 ಸ್ಥಳಗಳಲ್ಲಿ ಸಿಬಿಐ ದಾಳಿ xyxy=(206,821,339,839)
sudhi-badge: ಸುದ್ದಿ ಸಮಗ್ರ xyxy=(660,330,708,378)
causes-title: ಕಾರಣವೇನು? xyxy=(369,296,459,307)
control-body: ಹಣ್ಣುಗಳು, ತರಕಾರಿಗಳು, ಧಾನ್ಯಗಳಂತಹ ಆರೋಗ್ಯಕರ ಆಹಾರ ಸೇವನೆ, ನಿಯಮಿತ ವ್ಯಾಯಾಮ ಮತ್ತು ಸಾಕಷ್ಟು ನಿದ್ರೆ ಮಾಡುವುದು ಅಗತ್ಯ. ವಾರಕ್ಕೆ ಕನಿಷ್ಠ 150 ನಿಮಿಷಗಳ ವ್ಯಾಯಾಮ ಮಾಡಲು ಸಲಹೆ ನೀಡಲಾಗಿದೆ. xyxy=(722,706,917,732)
bitcoin-body: ಹೊಸದಿಲ್ಲಿ: ಬಿಟ್‌ಕಾಯಿನ್ ಹಗರಣದ ತನಿಖೆಯ ಭಾಗವಾಗಿ ಕೇಂದ್ರೀಯ ತನಿಖಾ ದಳ (ಸಿಬಿಐ) ಮಂಗಳವಾರ ದೇಶಾದ್ಯಂತ 60 ಸ್ಥಳಗಳಲ್ಲಿ ಶೋಧ ಕಾರ್ಯಾಚರಣೆ ನಡೆಸಿದೆ. 6,600 ಕೋಟಿ ರೂ. ಮೌಲ್ಯದ ಬಿಟ್ ಕಾಯಿನ್ ಹಗರಣಕ್ಕೆ ಸಂಬಂಧಿಸಿದಂತೆ ದಿಲ್ಲಿ, ಮಹಾರಾಷ್ಟ್ರ, ಕರ್ನಾಟಕ, ಚಂಡೀಗಢ, ಪಂಜಾಬ್ ಸೇರಿದಂತೆ ಹಲವು ರಾಜ್ಯಗಳಲ್ಲಿ ದಾಳಿ ನಡೆಸಲಾಗಿದೆ. ಹೂಡಿಕೆದಾರರಿಗೆ ತಿಂಗಳಿಗೆ 10% ಆದಾಯ ನೀಡುವುದಾಗಿ ಆಮಿಷವೊಡ್ಡಿ ಕೋಟ್ಯಂತರ ರೂಪಾಯಿ ವಂಚನೆ ಮಾಡಲಾಗಿತ್ತು. ಈ ಪ್ರಕರಣವನ್ನು 2017ರಲ್ಲಿ ಪ್ರಾರಂಭಿಸಲಾಗಿದ್ದ 'ಗೇನ್ ಬಿಟ್‌ಕಾಯಿನ್' ಯೋಜನೆಯ ಮೂಲಕ ನಡೆಸಲಾಗಿತ್ತು. ದಾಳಿಯಲ್ಲಿ ಹಲವು ಡಿಜಿಟಲ್ ಸಾಕ್ಷ್ಯಗಳನ್ನು ವಶಪಡಿಸಿಕೊಳ್ಳಲಾಗಿದೆ. ಪ್ರಕರಣದ ಪ್ರಮುಖ ಆರೋಪಿಗಳಾದ ಅಮಿತ್ ಭಾರದ್ವಾಜ್ ಮತ್ತು ಅಜಯ್ ಭಾರದ್ವಾಜ್ ವಿರುದ್ಧ ಈಗಾಗಲೇ ಹಲವು ರಾಜ್ಯಗಳಲ್ಲಿ ಪ್ರಕರಣ ದಾಖಲಾಗಿದೆ. ತನಿಖೆಯ ಮುಂದುವರಿದ ಭಾಗವಾಗಿ ಇನ್ನಷ್ಟು ಮಾಹಿತಿ ಕಲೆಹಾಕಲಾಗುತ್ತಿದೆ ಎಂದು ಸಿಬಿಐ ಮೂಲಗಳು ತಿಳಿಸಿವೆ. xyxy=(206,846,396,949)
registration-marks xyxy=(820,1408,853,1414)
kiru-column xyxy=(22,790,194,1400)
campaign-title: ಬೊಜ್ಜು ವಿರೋಧಿ ಅಭಿಯಾನ xyxy=(347,517,440,528)
tharoor-photo-caption: ಭಾರತ-ಇಂಗ್ಲೆಂಡ್ ವ್ಯಾಪಾರ ಒಪ್ಪಂದದ ಬಗ್ಗೆ ಚರ್ಚೆಯ ನಂತರ ಕೇಂದ್ರ ವಾಣಿಜ್ಯ ಸಚಿವ ಪಿಯೂಷ್ ಗೋಯೆಲ್ ಮತ್ತು ಬ್ರಿಟನ್ ವ್ಯಾಪಾರ ಕಾರ್ಯದರ್ಶಿ ಜೊನಾಥನ್ ರೆನಾಲ್ಡ್ಸ್ ಅವರೊಂದಿಗೆ ಕಾಂಗ್ರೆಸ್ ಸಂಸದ ಶಶಿ ತರೂರ್ ಸೆಲ್ಫಿ xyxy=(222,174,331,220)
obesity-headline-2: ತಡೆ ಅಭಿಯಾನ xyxy=(345,128,521,169)
paper-name: ಹೊಸದಿಗಂತ xyxy=(88,11,183,36)
hyperloop-headline: ಹೈಪರ್ ಲೂಪ್ ಟೆಸ್ಟ್ ಟ್ರ್ಯಾಕ್ ಅನಾವರಣ xyxy=(206,1159,494,1184)
obesity-intro: ಇತ್ತೀಚಿನ ವರ್ಷಗಳಲ್ಲಿ ಸ್ಥೂಲಕಾಯ ಹೊಂದಿರುವವರ ಸಂಖ್ಯೆ ಹೆಚ್ಚಾಗುತ್ತಿದೆ. ಅಧ್ಯಯನವೊಂದರ ಪ್ರಕಾರ, ಸುಮಾರು 80 ಮಿಲಿಯನ್ ಜನರನ್ನು ಸ್ಥೂಲಕಾಯ ಹೊಂದಿರುವವರು ಎಂದು ವರ್ಗೀಕರಿಸಲಾಗಿರುವ ಭಾರತ, ಈಗ ಜಾಗತಿಕ ಸ್ಥೂಲಕಾಯತೆಯ ಪ್ರಮಾಣದಲ್ಲಿ ಅಮೆರಿಕ ಮತ್ತು ಚೀನಾದೊಂದಿಗೆ ಸ್ಪರ್ಧೆಗೆ ನಿಂತಿದೆ. ಈ ಪರಿಸ್ಥಿತಿಯ ಗಂಭೀರತೆ ಗುರುತಿಸಿರುವ ಪ್ರಧಾನಿ ನರೇಂದ್ರ ಮೋದಿ, ತಮ್ಮ ಮಾಸಿಕ ರೇಡಿಯೋ ಕಾರ್ಯಕ್ರಮ ಮನ್ ಕಿ ಬಾತ್‌ನಲ್ಲಿ ಈ ಸಮಸ್ಯೆ ಉಲ್ಲೇಖಿಸಿ ಬೊಜ್ಜು ವಿರೋಧಿ ಅಭಿಯಾನಕ್ಕೆ ಕರೆ ನೀಡಿದ್ದಾರೆ. xyxy=(340,181,637,235)
kiru-header xyxy=(22,792,194,836)
registration-marks xyxy=(90,1408,123,1414)
section-title: ದೇಶ-ವಿದೇಶ xyxy=(410,10,534,45)
cause-item: ಆನುವಂಶಿಕ ಮತ್ತು ಹಾರ್ಮೋನ್ ಅಸಮತೋಲನ xyxy=(492,364,657,374)
fat-title: ಖಾದ್ಯ ತೈಲ ಬಳಕೆ ಮಿತವಾಗಿರಲಿ xyxy=(384,432,496,445)
masthead xyxy=(8,8,938,58)
causes-text: ನ್ಯಾಷನಲ್ ಸೆಂಟರ್ ಫಾರ್ ಡಿಸೀಸ್ ಕಂಟ್ರೋಲ್ (ಎನ್‌ಸಿಡಿಸಿ) ಪ್ರಕಾರ, ಸ್ಥೂಲಕಾಯ ಈ ಕೆಳಗಿನವುಗಳಿಂದ ಉಂಟಾಗುತ್ತದೆ. xyxy=(345,310,469,327)
child-stat-item: ರಾಷ್ಟ್ರೀಯ ಕುಟುಂಬ ಆರೋಗ್ಯ ಸಮೀಕ್ಷೆ (ಎನ್‌ಎಫ್‌ಎಚ್‌ಎಸ್-5) 2015-16 ರಲ್ಲಿ 2.1% ಕ್ಕೆ ಹೋಲಿಸಿದರೆ ಐದು ವರ್ಷದೊಳಗಿನ ಮಕ್ಕಳಲ್ಲಿ 3.4% ರಷ್ಟು ಅಧಿಕ ತೂಕವಿದೆ xyxy=(546,535,696,563)
railway-headline-1: ರೈಲ್ವೇ ಸರಪಳಿಯಿಂದ xyxy=(406,801,506,819)
